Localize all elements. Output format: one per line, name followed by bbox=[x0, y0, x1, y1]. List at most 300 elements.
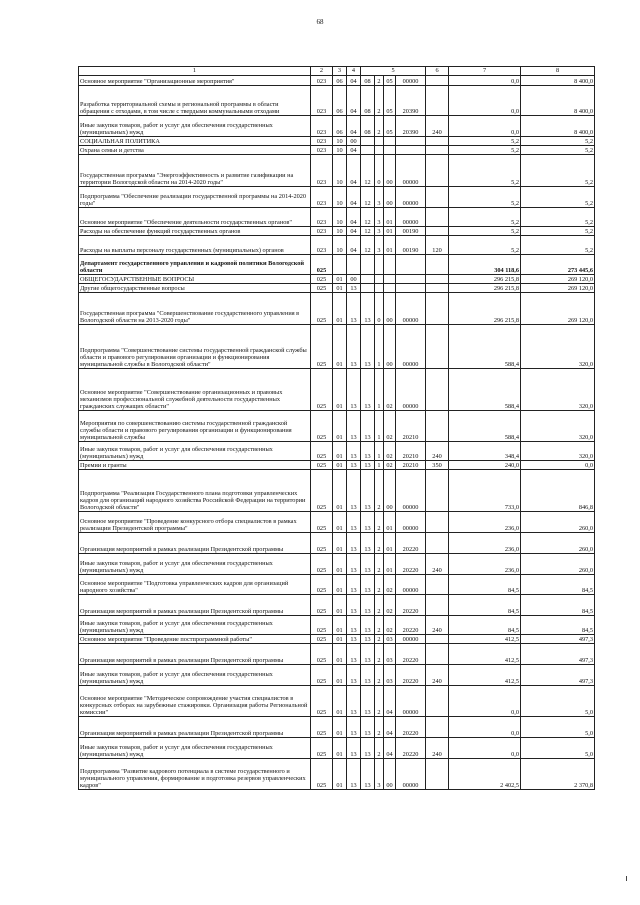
row-code-csr-direction bbox=[396, 137, 426, 146]
row-code-rz: 01 bbox=[333, 533, 347, 554]
row-amount-year2: 269 120,0 bbox=[521, 293, 595, 325]
row-name: Организация мероприятий в рамках реализации Президентской программы bbox=[79, 595, 311, 616]
row-code-csr-event bbox=[384, 284, 396, 293]
row-amount-year1: 5,2 bbox=[449, 187, 521, 208]
row-amount-year2: 269 120,0 bbox=[521, 284, 595, 293]
row-code-rz: 01 bbox=[333, 512, 347, 533]
table-row bbox=[79, 208, 595, 227]
row-amount-year2: 84,5 bbox=[521, 575, 595, 595]
row-amount-year1: 296 215,8 bbox=[449, 275, 521, 284]
row-code-csr-subprogram: 1 bbox=[375, 411, 384, 442]
row-code-pr: 13 bbox=[347, 325, 361, 369]
table-row bbox=[79, 227, 595, 236]
row-code-vr: 240 bbox=[426, 442, 449, 461]
row-amount-year1: 296 215,8 bbox=[449, 293, 521, 325]
row-code-vr: 120 bbox=[426, 236, 449, 255]
row-code-csr-direction: 20220 bbox=[396, 738, 426, 759]
row-code-pr: 13 bbox=[347, 293, 361, 325]
row-name: Подпрограмма "Реализация Государственного плана подготовки управленческих кадров для организаций народного хозяйства Российской Федерации на территории Вологодской области" bbox=[79, 470, 311, 512]
row-code-pr: 13 bbox=[347, 554, 361, 575]
row-code-pr: 13 bbox=[347, 759, 361, 790]
header-col-3: 3 bbox=[333, 67, 347, 76]
row-code-gr: 025 bbox=[311, 635, 333, 644]
row-code-vr bbox=[426, 635, 449, 644]
row-code-csr-program: 12 bbox=[361, 208, 375, 227]
row-amount-year2: 84,5 bbox=[521, 595, 595, 616]
row-code-pr: 13 bbox=[347, 533, 361, 554]
row-amount-year1: 588,4 bbox=[449, 411, 521, 442]
row-code-rz: 01 bbox=[333, 325, 347, 369]
row-code-rz: 01 bbox=[333, 595, 347, 616]
row-code-vr bbox=[426, 470, 449, 512]
row-name: Основное мероприятие "Проведение постпрограммной работы" bbox=[79, 635, 311, 644]
row-amount-year1: 84,5 bbox=[449, 595, 521, 616]
row-code-csr-program: 13 bbox=[361, 369, 375, 411]
row-amount-year2: 5,2 bbox=[521, 208, 595, 227]
row-code-csr-subprogram: 2 bbox=[375, 116, 384, 137]
row-code-vr bbox=[426, 155, 449, 187]
row-code-csr-program: 13 bbox=[361, 293, 375, 325]
row-code-vr: 240 bbox=[426, 116, 449, 137]
row-code-csr-event: 02 bbox=[384, 595, 396, 616]
row-code-rz: 01 bbox=[333, 275, 347, 284]
row-code-csr-program: 13 bbox=[361, 644, 375, 665]
table-row bbox=[79, 293, 595, 325]
row-code-csr-event: 02 bbox=[384, 442, 396, 461]
row-code-csr-subprogram: 2 bbox=[375, 470, 384, 512]
table-row bbox=[79, 155, 595, 187]
row-amount-year1: 304 118,6 bbox=[449, 255, 521, 275]
row-code-csr-subprogram: 2 bbox=[375, 686, 384, 717]
row-name: Подпрограмма "Развитие кадрового потенциала в системе государственного и муниципального управления, формирование и подготовка резервов управленческих кадров" bbox=[79, 759, 311, 790]
row-code-csr-direction: 00190 bbox=[396, 236, 426, 255]
row-code-gr: 023 bbox=[311, 227, 333, 236]
row-code-rz: 10 bbox=[333, 137, 347, 146]
row-amount-year1: 236,0 bbox=[449, 554, 521, 575]
row-amount-year2: 5,2 bbox=[521, 227, 595, 236]
row-code-vr bbox=[426, 644, 449, 665]
row-code-csr-event: 02 bbox=[384, 369, 396, 411]
row-code-pr: 04 bbox=[347, 146, 361, 155]
row-code-pr: 13 bbox=[347, 461, 361, 470]
row-code-csr-program: 13 bbox=[361, 512, 375, 533]
row-code-gr: 023 bbox=[311, 76, 333, 86]
row-code-rz: 01 bbox=[333, 442, 347, 461]
row-code-csr-subprogram bbox=[375, 146, 384, 155]
row-amount-year2: 260,0 bbox=[521, 554, 595, 575]
row-code-csr-direction: 00000 bbox=[396, 155, 426, 187]
row-code-csr-subprogram: 2 bbox=[375, 533, 384, 554]
row-code-vr bbox=[426, 759, 449, 790]
row-code-rz: 10 bbox=[333, 146, 347, 155]
row-code-csr-program: 13 bbox=[361, 554, 375, 575]
row-amount-year2: 269 120,0 bbox=[521, 275, 595, 284]
row-amount-year1: 0,0 bbox=[449, 86, 521, 116]
row-code-gr: 025 bbox=[311, 369, 333, 411]
row-amount-year1: 84,5 bbox=[449, 575, 521, 595]
row-code-csr-program: 13 bbox=[361, 738, 375, 759]
row-name: Государственная программа "Энергоэффективность и развитие газификации на территории Вологодской области на 2014-2020 годы" bbox=[79, 155, 311, 187]
row-code-rz: 01 bbox=[333, 470, 347, 512]
row-code-csr-direction: 00000 bbox=[396, 76, 426, 86]
row-amount-year1: 412,5 bbox=[449, 635, 521, 644]
row-code-csr-program: 08 bbox=[361, 76, 375, 86]
row-code-pr: 04 bbox=[347, 116, 361, 137]
header-col-7: 7 bbox=[449, 67, 521, 76]
row-amount-year1: 588,4 bbox=[449, 369, 521, 411]
row-code-csr-direction: 20390 bbox=[396, 116, 426, 137]
row-code-gr: 025 bbox=[311, 616, 333, 635]
row-code-gr: 025 bbox=[311, 325, 333, 369]
row-code-pr: 13 bbox=[347, 717, 361, 738]
row-code-csr-program: 13 bbox=[361, 461, 375, 470]
row-code-csr-direction: 00000 bbox=[396, 208, 426, 227]
row-code-gr: 025 bbox=[311, 533, 333, 554]
row-code-pr: 04 bbox=[347, 155, 361, 187]
row-code-csr-program: 13 bbox=[361, 759, 375, 790]
row-name: Основное мероприятие "Обеспечение деятельности государственных органов" bbox=[79, 208, 311, 227]
row-code-csr-event: 00 bbox=[384, 187, 396, 208]
table-row bbox=[79, 470, 595, 512]
row-code-pr: 13 bbox=[347, 738, 361, 759]
row-code-csr-direction: 00000 bbox=[396, 635, 426, 644]
row-amount-year2: 5,2 bbox=[521, 146, 595, 155]
row-name: Расходы на обеспечение функций государственных органов bbox=[79, 227, 311, 236]
row-code-gr: 025 bbox=[311, 644, 333, 665]
row-name: Департамент государственного управления и кадровой политики Вологодской области bbox=[79, 255, 311, 275]
row-code-csr-subprogram: 3 bbox=[375, 236, 384, 255]
row-name: ОБЩЕГОСУДАРСТВЕННЫЕ ВОПРОСЫ bbox=[79, 275, 311, 284]
row-code-vr bbox=[426, 575, 449, 595]
row-code-csr-program: 13 bbox=[361, 470, 375, 512]
row-code-csr-direction: 20210 bbox=[396, 461, 426, 470]
row-code-csr-program: 13 bbox=[361, 442, 375, 461]
header-col-5: 5 bbox=[361, 67, 426, 76]
row-code-csr-event: 01 bbox=[384, 236, 396, 255]
table-row bbox=[79, 369, 595, 411]
row-code-rz: 01 bbox=[333, 461, 347, 470]
row-code-csr-event: 01 bbox=[384, 208, 396, 227]
row-name: Основное мероприятие "Подготовка управленческих кадров для организаций народного хозяйства" bbox=[79, 575, 311, 595]
row-code-csr-direction: 00000 bbox=[396, 187, 426, 208]
row-code-csr-direction: 00000 bbox=[396, 470, 426, 512]
row-code-rz: 10 bbox=[333, 155, 347, 187]
row-amount-year1: 412,5 bbox=[449, 644, 521, 665]
row-code-csr-direction: 00000 bbox=[396, 325, 426, 369]
row-code-gr: 025 bbox=[311, 255, 333, 275]
row-code-csr-subprogram: 2 bbox=[375, 616, 384, 635]
row-code-csr-direction: 20220 bbox=[396, 717, 426, 738]
table-row bbox=[79, 616, 595, 635]
table-row bbox=[79, 76, 595, 86]
row-code-csr-subprogram bbox=[375, 255, 384, 275]
row-code-csr-event: 04 bbox=[384, 717, 396, 738]
row-name: Иные закупки товаров, работ и услуг для обеспечения государственных (муниципальных) нужд bbox=[79, 116, 311, 137]
table-row bbox=[79, 575, 595, 595]
row-code-csr-subprogram: 2 bbox=[375, 644, 384, 665]
row-code-rz: 01 bbox=[333, 616, 347, 635]
row-code-csr-event: 01 bbox=[384, 533, 396, 554]
row-amount-year1: 0,0 bbox=[449, 738, 521, 759]
table-row bbox=[79, 86, 595, 116]
row-amount-year2: 320,0 bbox=[521, 411, 595, 442]
table-body bbox=[79, 76, 595, 790]
row-code-csr-subprogram: 2 bbox=[375, 512, 384, 533]
row-name: Расходы на выплаты персоналу государственных (муниципальных) органов bbox=[79, 236, 311, 255]
row-code-csr-event: 00 bbox=[384, 759, 396, 790]
row-code-csr-event: 00 bbox=[384, 155, 396, 187]
row-amount-year2: 497,3 bbox=[521, 665, 595, 686]
row-code-gr: 025 bbox=[311, 717, 333, 738]
row-code-rz: 10 bbox=[333, 236, 347, 255]
row-code-vr bbox=[426, 411, 449, 442]
row-code-csr-subprogram bbox=[375, 137, 384, 146]
table-row bbox=[79, 411, 595, 442]
row-code-csr-program: 13 bbox=[361, 595, 375, 616]
row-code-csr-direction: 00000 bbox=[396, 512, 426, 533]
row-code-csr-program bbox=[361, 275, 375, 284]
row-code-csr-direction: 20220 bbox=[396, 616, 426, 635]
row-code-gr: 023 bbox=[311, 187, 333, 208]
row-code-csr-direction bbox=[396, 255, 426, 275]
row-code-csr-event: 02 bbox=[384, 461, 396, 470]
row-code-vr bbox=[426, 275, 449, 284]
row-code-csr-program: 13 bbox=[361, 411, 375, 442]
row-amount-year1: 5,2 bbox=[449, 236, 521, 255]
table-row bbox=[79, 686, 595, 717]
row-code-csr-subprogram: 2 bbox=[375, 595, 384, 616]
row-code-csr-event: 05 bbox=[384, 76, 396, 86]
row-code-gr: 025 bbox=[311, 686, 333, 717]
table-row bbox=[79, 116, 595, 137]
row-amount-year2: 497,3 bbox=[521, 635, 595, 644]
row-code-gr: 023 bbox=[311, 137, 333, 146]
row-code-rz: 01 bbox=[333, 686, 347, 717]
row-amount-year2: 5,0 bbox=[521, 717, 595, 738]
row-code-csr-program: 13 bbox=[361, 325, 375, 369]
row-amount-year1: 348,4 bbox=[449, 442, 521, 461]
row-amount-year1: 5,2 bbox=[449, 137, 521, 146]
row-code-vr bbox=[426, 512, 449, 533]
row-code-rz: 10 bbox=[333, 227, 347, 236]
table-row bbox=[79, 236, 595, 255]
row-code-rz: 01 bbox=[333, 284, 347, 293]
header-col-8: 8 bbox=[521, 67, 595, 76]
row-code-gr: 025 bbox=[311, 738, 333, 759]
row-code-vr bbox=[426, 595, 449, 616]
row-code-csr-direction: 00000 bbox=[396, 686, 426, 717]
row-amount-year2: 8 400,0 bbox=[521, 86, 595, 116]
row-code-pr: 13 bbox=[347, 284, 361, 293]
row-name: Основное мероприятие "Совершенствование организационных и правовых механизмов профессиональной служебной деятельности государственных гражданских служащих области" bbox=[79, 369, 311, 411]
table-row bbox=[79, 442, 595, 461]
row-code-rz: 01 bbox=[333, 411, 347, 442]
row-name: Организация мероприятий в рамках реализации Президентской программы bbox=[79, 533, 311, 554]
row-code-vr bbox=[426, 533, 449, 554]
row-amount-year2: 260,0 bbox=[521, 512, 595, 533]
row-code-csr-direction bbox=[396, 284, 426, 293]
row-code-csr-direction: 20220 bbox=[396, 533, 426, 554]
row-code-csr-event: 02 bbox=[384, 575, 396, 595]
row-code-pr: 00 bbox=[347, 137, 361, 146]
row-code-gr: 023 bbox=[311, 116, 333, 137]
row-code-rz: 06 bbox=[333, 76, 347, 86]
header-col-4: 4 bbox=[347, 67, 361, 76]
row-amount-year2: 8 400,0 bbox=[521, 76, 595, 86]
row-code-csr-subprogram: 3 bbox=[375, 227, 384, 236]
row-amount-year1: 84,5 bbox=[449, 616, 521, 635]
row-code-csr-event: 03 bbox=[384, 635, 396, 644]
header-col-2: 2 bbox=[311, 67, 333, 76]
row-code-csr-program: 12 bbox=[361, 227, 375, 236]
row-amount-year1: 236,0 bbox=[449, 533, 521, 554]
row-code-rz: 01 bbox=[333, 635, 347, 644]
row-code-vr bbox=[426, 227, 449, 236]
row-amount-year1: 0,0 bbox=[449, 686, 521, 717]
row-amount-year1: 240,0 bbox=[449, 461, 521, 470]
row-code-pr: 13 bbox=[347, 411, 361, 442]
row-name: Иные закупки товаров, работ и услуг для обеспечения государственных (муниципальных) нужд bbox=[79, 738, 311, 759]
table-row bbox=[79, 275, 595, 284]
row-code-csr-subprogram: 3 bbox=[375, 759, 384, 790]
row-code-csr-event bbox=[384, 255, 396, 275]
row-code-rz bbox=[333, 255, 347, 275]
row-amount-year2: 320,0 bbox=[521, 369, 595, 411]
row-code-vr bbox=[426, 369, 449, 411]
row-code-vr bbox=[426, 717, 449, 738]
row-amount-year2: 273 445,6 bbox=[521, 255, 595, 275]
row-code-csr-subprogram bbox=[375, 284, 384, 293]
header-col-1: 1 bbox=[79, 67, 311, 76]
row-code-pr: 04 bbox=[347, 187, 361, 208]
row-code-csr-subprogram: 1 bbox=[375, 461, 384, 470]
row-code-gr: 025 bbox=[311, 461, 333, 470]
row-code-csr-subprogram: 3 bbox=[375, 208, 384, 227]
row-code-pr: 04 bbox=[347, 76, 361, 86]
row-code-gr: 023 bbox=[311, 236, 333, 255]
row-code-csr-event: 01 bbox=[384, 512, 396, 533]
row-code-vr bbox=[426, 137, 449, 146]
row-code-csr-event: 02 bbox=[384, 616, 396, 635]
row-code-vr: 350 bbox=[426, 461, 449, 470]
row-amount-year2: 2 370,8 bbox=[521, 759, 595, 790]
row-code-csr-event bbox=[384, 137, 396, 146]
row-code-csr-direction bbox=[396, 146, 426, 155]
row-code-csr-direction: 00000 bbox=[396, 759, 426, 790]
row-code-csr-subprogram: 1 bbox=[375, 442, 384, 461]
row-amount-year1: 412,5 bbox=[449, 665, 521, 686]
row-code-vr bbox=[426, 86, 449, 116]
row-name: Охрана семьи и детства bbox=[79, 146, 311, 155]
row-code-csr-direction: 20220 bbox=[396, 554, 426, 575]
row-code-pr: 04 bbox=[347, 236, 361, 255]
row-code-csr-event bbox=[384, 275, 396, 284]
row-amount-year2: 5,2 bbox=[521, 187, 595, 208]
row-amount-year1: 236,0 bbox=[449, 512, 521, 533]
row-code-rz: 01 bbox=[333, 293, 347, 325]
row-amount-year2: 320,0 bbox=[521, 442, 595, 461]
table-row bbox=[79, 146, 595, 155]
row-code-pr: 13 bbox=[347, 442, 361, 461]
row-code-csr-program: 12 bbox=[361, 187, 375, 208]
row-code-csr-direction: 20210 bbox=[396, 411, 426, 442]
row-code-csr-subprogram: 2 bbox=[375, 717, 384, 738]
row-code-gr: 025 bbox=[311, 759, 333, 790]
row-code-csr-program: 12 bbox=[361, 236, 375, 255]
row-code-csr-program: 13 bbox=[361, 665, 375, 686]
row-amount-year2: 5,2 bbox=[521, 155, 595, 187]
row-code-pr: 13 bbox=[347, 686, 361, 717]
row-amount-year1: 588,4 bbox=[449, 325, 521, 369]
row-code-pr: 13 bbox=[347, 595, 361, 616]
row-code-pr bbox=[347, 255, 361, 275]
row-code-gr: 025 bbox=[311, 411, 333, 442]
row-code-gr: 025 bbox=[311, 284, 333, 293]
row-name: Организация мероприятий в рамках реализации Президентской программы bbox=[79, 717, 311, 738]
row-code-vr bbox=[426, 146, 449, 155]
row-code-rz: 01 bbox=[333, 665, 347, 686]
table-row bbox=[79, 533, 595, 554]
row-code-pr: 13 bbox=[347, 369, 361, 411]
row-amount-year1: 0,0 bbox=[449, 76, 521, 86]
row-code-gr: 023 bbox=[311, 155, 333, 187]
row-code-pr: 13 bbox=[347, 575, 361, 595]
row-code-csr-direction bbox=[396, 275, 426, 284]
row-code-vr bbox=[426, 325, 449, 369]
row-amount-year2: 320,0 bbox=[521, 325, 595, 369]
row-code-vr bbox=[426, 208, 449, 227]
row-code-csr-subprogram: 0 bbox=[375, 155, 384, 187]
row-code-pr: 00 bbox=[347, 275, 361, 284]
page-number: 68 bbox=[316, 18, 324, 26]
row-name: Премии и гранты bbox=[79, 461, 311, 470]
row-code-rz: 01 bbox=[333, 644, 347, 665]
row-code-gr: 025 bbox=[311, 554, 333, 575]
row-code-csr-event: 05 bbox=[384, 86, 396, 116]
row-name: Подпрограмма "Совершенствование системы государственной гражданской службы области и правового регулирования организации и функционирования муниципальной службы в Вологодской области" bbox=[79, 325, 311, 369]
row-code-gr: 025 bbox=[311, 275, 333, 284]
row-code-csr-event: 00 bbox=[384, 293, 396, 325]
row-code-pr: 13 bbox=[347, 635, 361, 644]
row-code-vr: 240 bbox=[426, 665, 449, 686]
row-name: Иные закупки товаров, работ и услуг для обеспечения государственных (муниципальных) нужд bbox=[79, 442, 311, 461]
row-code-gr: 025 bbox=[311, 595, 333, 616]
row-name: Организация мероприятий в рамках реализации Президентской программы bbox=[79, 644, 311, 665]
row-code-vr bbox=[426, 76, 449, 86]
row-amount-year1: 733,0 bbox=[449, 470, 521, 512]
row-code-csr-event: 05 bbox=[384, 116, 396, 137]
row-name: Основное мероприятие "Организационные мероприятия" bbox=[79, 76, 311, 86]
row-code-csr-direction: 20390 bbox=[396, 86, 426, 116]
row-code-gr: 025 bbox=[311, 470, 333, 512]
row-amount-year2: 8 400,0 bbox=[521, 116, 595, 137]
row-code-csr-program: 08 bbox=[361, 116, 375, 137]
row-code-vr bbox=[426, 293, 449, 325]
row-code-vr bbox=[426, 284, 449, 293]
row-code-csr-event: 01 bbox=[384, 554, 396, 575]
table-row bbox=[79, 759, 595, 790]
row-code-csr-direction: 00190 bbox=[396, 227, 426, 236]
row-code-csr-program: 13 bbox=[361, 635, 375, 644]
row-code-csr-subprogram: 2 bbox=[375, 635, 384, 644]
row-code-vr: 240 bbox=[426, 616, 449, 635]
row-amount-year2: 497,3 bbox=[521, 644, 595, 665]
row-amount-year1: 0,0 bbox=[449, 717, 521, 738]
row-code-pr: 04 bbox=[347, 227, 361, 236]
row-amount-year2: 260,0 bbox=[521, 533, 595, 554]
table-row bbox=[79, 137, 595, 146]
row-code-csr-subprogram: 2 bbox=[375, 665, 384, 686]
